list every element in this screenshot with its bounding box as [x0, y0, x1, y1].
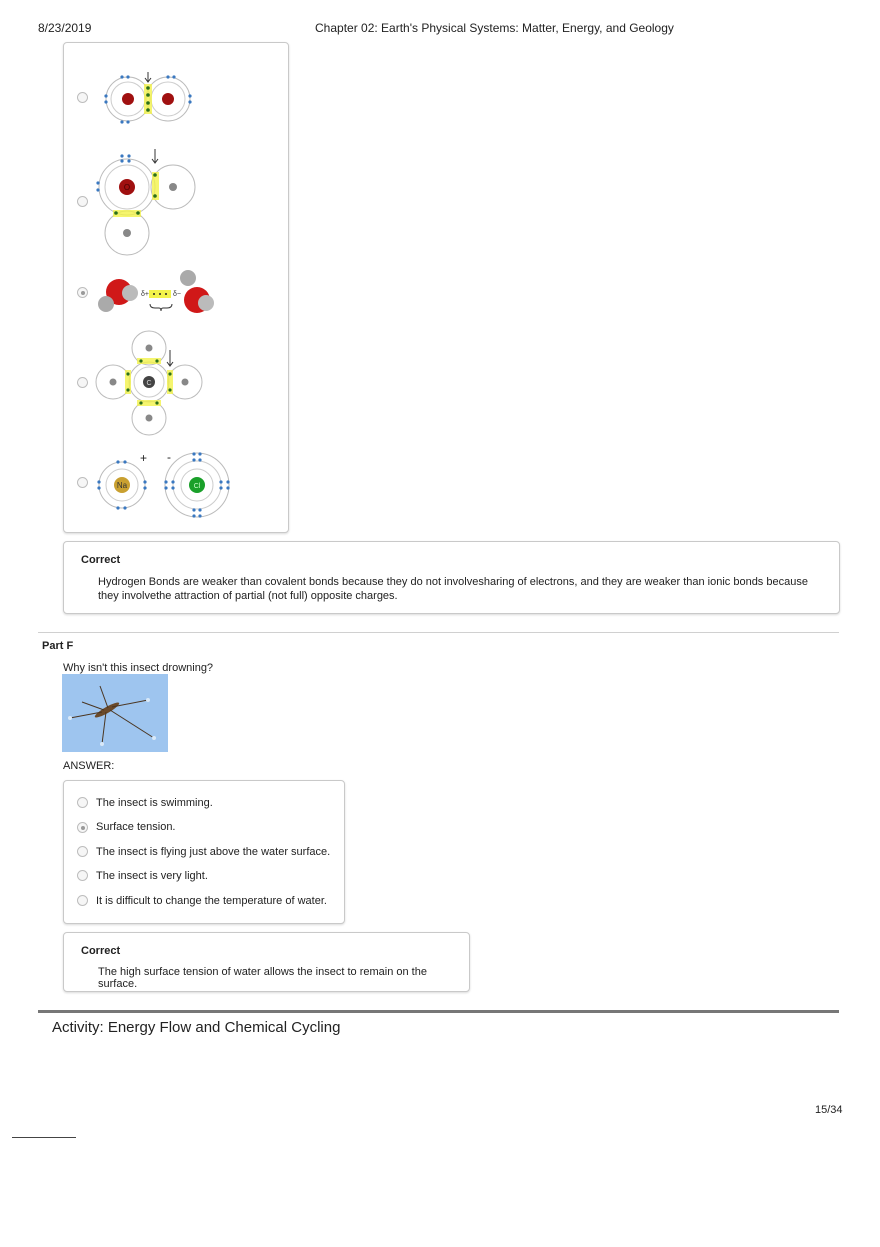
option-label-flying[interactable]: The insect is flying just above the water surface. — [96, 846, 331, 858]
part-f-title: Part F — [42, 640, 74, 652]
page-number: 15/34 — [815, 1104, 843, 1116]
activity-divider — [38, 1010, 839, 1013]
option-radio-5[interactable] — [77, 477, 88, 488]
carbon-label: C — [146, 380, 152, 387]
print-date: 8/23/2019 — [38, 21, 92, 35]
delta-minus-label: δ− — [173, 291, 181, 298]
option-radio-surface-tension[interactable] — [77, 822, 88, 833]
feedback-label: Correct — [81, 945, 121, 957]
diagram-covalent-o2 — [98, 68, 198, 128]
plus-sign: + — [140, 451, 148, 465]
oxygen-label: O — [123, 183, 131, 192]
option-radio-temperature[interactable] — [77, 895, 88, 906]
part-e-feedback-box — [63, 541, 840, 614]
answer-label: ANSWER: — [63, 760, 115, 772]
part-f-question: Why isn't this insect drowning? — [63, 662, 214, 674]
footer-artifact-line — [12, 1137, 76, 1138]
part-f-feedback-box — [63, 932, 470, 992]
document-title: Chapter 02: Earth's Physical Systems: Matter, Energy, and Geology — [315, 21, 674, 35]
feedback-label: Correct — [81, 554, 121, 566]
option-radio-light[interactable] — [77, 870, 88, 881]
feedback-text: The high surface tension of water allows the insect to remain on the surface. — [98, 966, 427, 990]
option-radio-1[interactable] — [77, 92, 88, 103]
section-divider — [38, 632, 839, 633]
insect-on-water-image — [62, 674, 168, 752]
feedback-text: Hydrogen Bonds are weaker than covalent bonds because they do not involvesharing of electrons, and they are weaker than ionic bonds because they involvethe attraction of partial (not full) opposite charges. — [98, 576, 808, 602]
diagram-covalent-methane — [93, 330, 205, 438]
option-radio-2[interactable] — [77, 196, 88, 207]
option-label-surface-tension[interactable]: Surface tension. — [96, 821, 176, 833]
diagram-ionic-nacl — [90, 446, 238, 520]
option-radio-swimming[interactable] — [77, 797, 88, 808]
diagram-covalent-water — [93, 145, 203, 260]
option-label-swimming[interactable]: The insect is swimming. — [96, 797, 213, 809]
option-radio-flying[interactable] — [77, 846, 88, 857]
option-label-light[interactable]: The insect is very light. — [96, 870, 208, 882]
option-radio-3[interactable] — [77, 287, 88, 298]
option-radio-4[interactable] — [77, 377, 88, 388]
delta-plus-label: δ+ — [141, 291, 149, 298]
chlorine-label: Cl — [193, 483, 201, 490]
option-label-temperature[interactable]: It is difficult to change the temperature of water. — [96, 895, 327, 907]
minus-sign: - — [167, 450, 171, 464]
activity-title: Activity: Energy Flow and Chemical Cycling — [52, 1019, 341, 1036]
sodium-label: Na — [116, 481, 128, 490]
diagram-hydrogen-bond — [95, 266, 220, 320]
